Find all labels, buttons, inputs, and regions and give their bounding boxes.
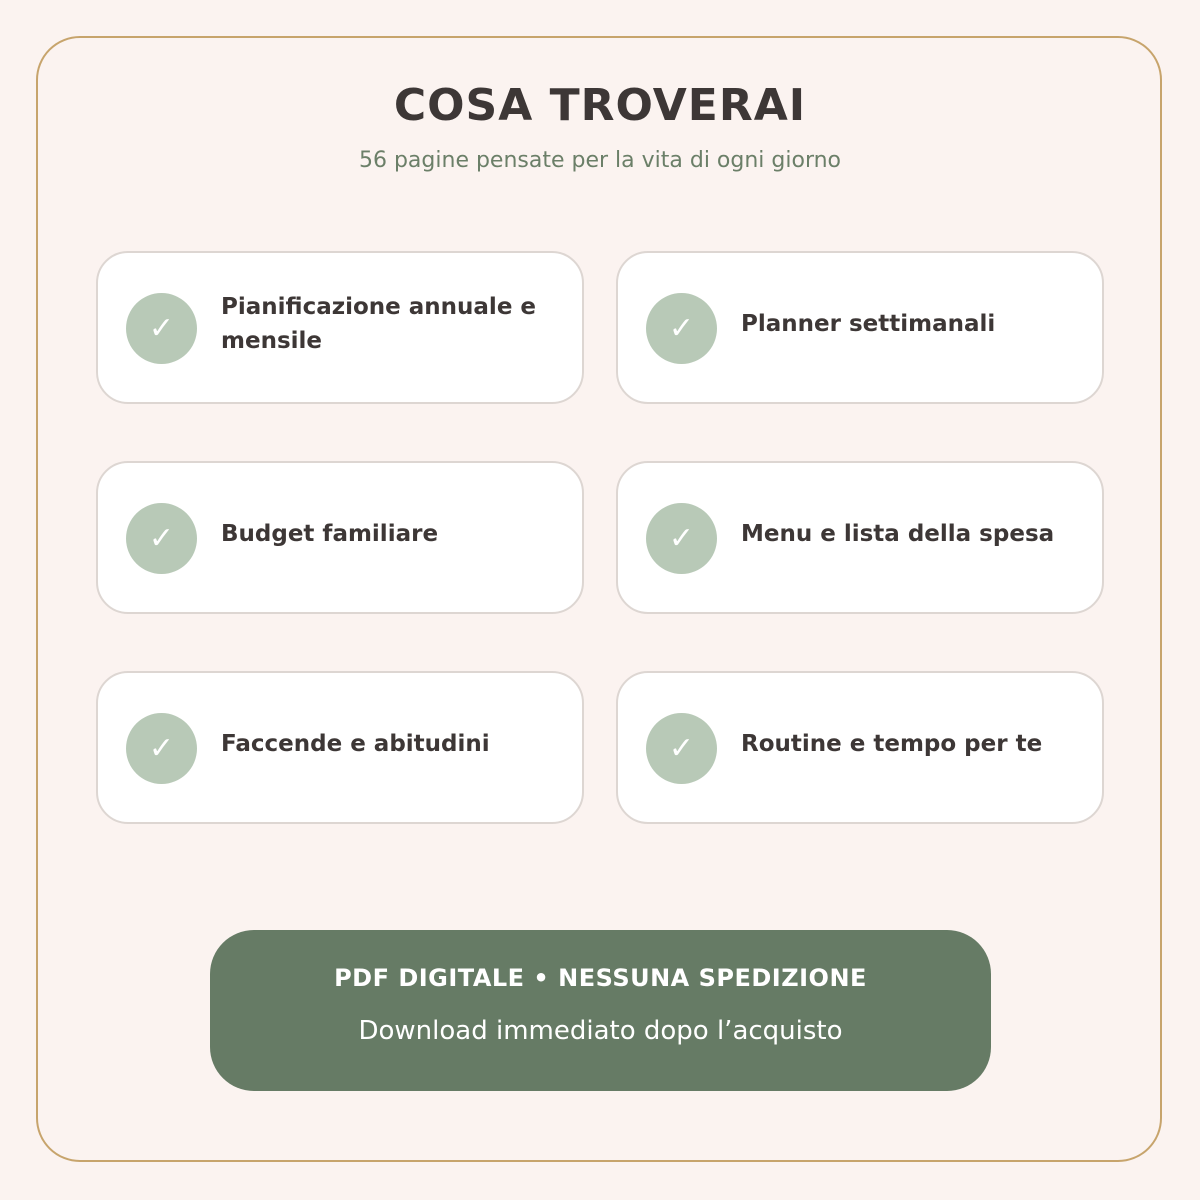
check-icon: ✓	[646, 503, 717, 574]
page-title: COSA TROVERAI	[393, 80, 807, 131]
check-icon: ✓	[646, 713, 717, 784]
banner-subtext: Download immediato dopo l’acquisto	[358, 1016, 843, 1046]
banner-headline: PDF DIGITALE • NESSUNA SPEDIZIONE	[334, 964, 867, 992]
feature-label: Faccende e abitudini	[221, 730, 490, 757]
feature-label: Pianificazione annuale e mensile	[221, 293, 537, 354]
check-icon: ✓	[646, 293, 717, 364]
feature-label: Routine e tempo per te	[741, 730, 1043, 757]
feature-card	[96, 671, 584, 824]
feature-card	[616, 461, 1104, 614]
check-icon: ✓	[126, 503, 197, 574]
feature-card	[96, 461, 584, 614]
page-subtitle: 56 pagine pensate per la vita di ogni giorno	[358, 148, 842, 173]
feature-card	[616, 671, 1104, 824]
check-icon: ✓	[126, 293, 197, 364]
info-banner	[210, 930, 991, 1091]
feature-label: Menu e lista della spesa	[741, 520, 1055, 547]
feature-label: Budget familiare	[221, 520, 439, 547]
feature-card	[616, 251, 1104, 404]
feature-label: Planner settimanali	[741, 310, 996, 337]
feature-card	[96, 251, 584, 404]
check-icon: ✓	[126, 713, 197, 784]
